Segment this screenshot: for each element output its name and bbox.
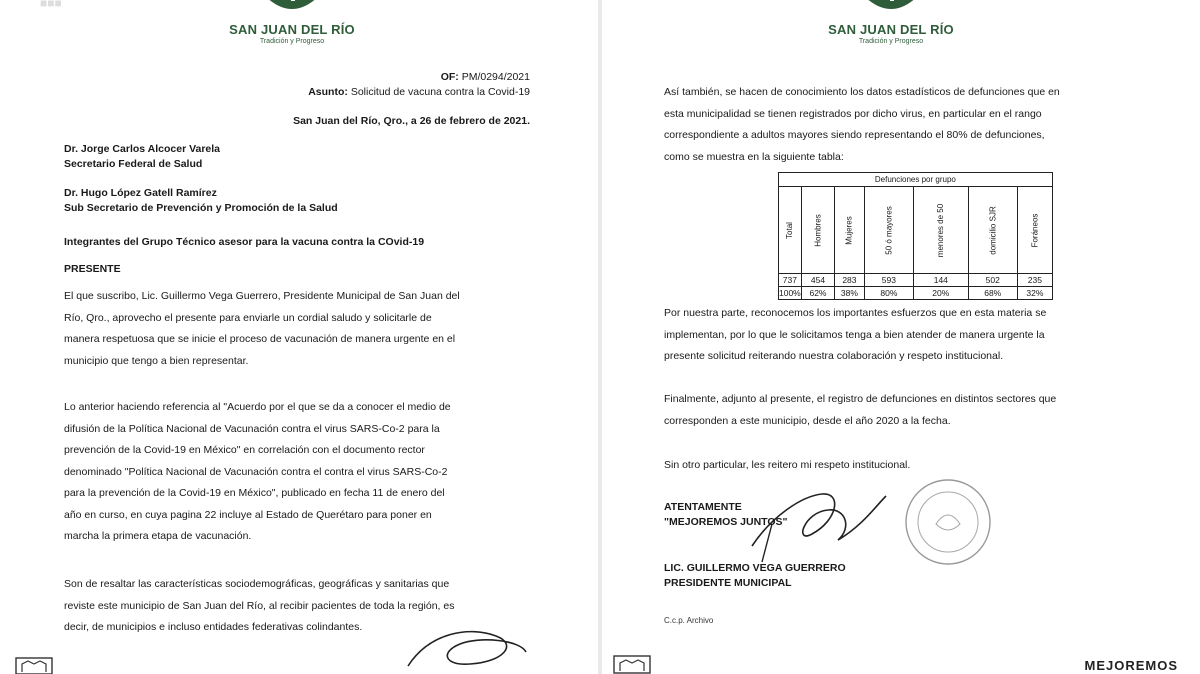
- letter-page-1: [0, 0, 598, 674]
- footer-seal-icon: [14, 656, 54, 674]
- recipient-1: [64, 142, 220, 172]
- header-foraneos: Foráneos: [1017, 187, 1052, 274]
- municipal-logo: [811, 0, 971, 45]
- paragraph-line: como se muestra en la siguiente tabla:: [664, 150, 844, 163]
- footer-brand: MEJOREMOS: [1084, 658, 1178, 673]
- recipient-2-name: Dr. Hugo López Gatell Ramírez: [64, 187, 217, 199]
- logo-tagline: Tradición y Progreso: [858, 38, 924, 45]
- header-mujeres: Mujeres: [835, 187, 864, 274]
- count-cell: 737: [779, 274, 802, 287]
- percent-cell: 20%: [914, 287, 968, 300]
- count-cell: 593: [864, 274, 913, 287]
- paragraph-1: [664, 82, 1130, 168]
- paragraph-2: [64, 397, 528, 548]
- recipient-1-name: Dr. Jorge Carlos Alcocer Varela: [64, 143, 221, 155]
- paragraph-line: corresponden a este municipio, desde el año 2020 a la fecha.: [664, 414, 951, 427]
- header-domicilio-sjr: domicilio SJR: [968, 187, 1017, 274]
- paragraph-line: prevención de la Covid-19 en México" en correlación con el documento rector: [64, 444, 425, 456]
- paragraph-line: Por nuestra parte, reconocemos los importantes esfuerzos que en esta materia se: [664, 307, 1047, 319]
- technical-group: Integrantes del Grupo Técnico asesor para la vacuna contra la COvid-19: [64, 236, 425, 248]
- paragraph-line: manera respetuosa que se inicie el proceso de vacunación de manera urgente en el: [64, 333, 456, 345]
- paragraph-3: [664, 389, 1130, 432]
- count-cell: 454: [801, 274, 834, 287]
- percent-cell: 38%: [835, 287, 864, 300]
- paragraph-line: El que suscribo, Lic. Guillermo Vega Guerrero, Presidente Municipal de San Juan del: [64, 290, 460, 302]
- signer-title: PRESIDENTE MUNICIPAL: [664, 577, 792, 589]
- of-value: PM/0294/2021: [461, 71, 530, 83]
- percent-cell: 80%: [864, 287, 913, 300]
- count-cell: 235: [1017, 274, 1052, 287]
- table-header-row: [779, 187, 1053, 274]
- logo-name: SAN JUAN DEL RÍO: [229, 22, 355, 37]
- percent-cell: 100%: [779, 287, 801, 298]
- paragraph-line: Así también, se hacen de conocimiento los datos estadísticos de defunciones que en: [664, 86, 1060, 98]
- percent-cell: 32%: [1017, 287, 1052, 300]
- table-row: [779, 287, 1053, 300]
- place-date: San Juan del Río, Qro., a 26 de febrero de 2021.: [293, 115, 530, 127]
- header-50-or-older: 50 ó mayores: [864, 187, 913, 274]
- paragraph-line: decir, de municipios e incluso entidades federativas colindantes.: [64, 621, 363, 633]
- percent-cell: 68%: [968, 287, 1017, 300]
- paragraph-line: Sin otro particular, les reitero mi respeto institucional.: [664, 459, 911, 471]
- footer-seal-icon: [612, 654, 652, 674]
- logo-name: SAN JUAN DEL RÍO: [828, 22, 954, 37]
- city-emblem-icon: [261, 0, 323, 18]
- paragraph-line: Lo anterior haciendo referencia al "Acuerdo por el que se da a conocer el medio de: [64, 401, 451, 413]
- paragraph-line: año en curso, en cuya pagina 22 incluye al Estado de Querétaro para poner en: [64, 508, 432, 521]
- asunto-value: Solicitud de vacuna contra la Covid-19: [350, 86, 530, 98]
- paragraph-line: Son de resaltar las características sociodemográficas, geográficas y sanitarias que: [64, 578, 450, 590]
- municipal-logo: [212, 0, 372, 45]
- scan-artifact: ■■■: [40, 0, 62, 10]
- paragraph-line: reviste este municipio de San Juan del Río, al recibir pacientes de toda la región, es: [64, 599, 455, 612]
- paragraph-1: [64, 286, 528, 372]
- header-total: Total: [779, 187, 802, 274]
- ccp-note: C.c.p. Archivo: [664, 616, 714, 625]
- reference-block: [308, 70, 530, 100]
- closing-line: [664, 455, 1130, 477]
- header-hombres: Hombres: [801, 187, 834, 274]
- deaths-table: [778, 172, 1053, 300]
- paragraph-line: denominado "Política Nacional de Vacunación contra el contra el virus SARS-Co-2: [64, 465, 448, 478]
- percent-cell: 62%: [801, 287, 834, 300]
- signer-name: LIC. GUILLERMO VEGA GUERRERO: [664, 562, 846, 574]
- header-under-50: menores de 50: [914, 187, 968, 274]
- table-row: [779, 274, 1053, 287]
- paragraph-line: marcha la primera etapa de vacunación.: [64, 530, 252, 542]
- paragraph-line: presente solicitud reiterando nuestra colaboración y respeto institucional.: [664, 350, 1004, 362]
- logo-tagline: Tradición y Progreso: [259, 38, 325, 45]
- paragraph-line: difusión de la Política Nacional de Vacunación contra el virus SARS-Co-2 para la: [64, 422, 440, 435]
- signoff-block: [664, 500, 788, 530]
- paragraph-line: para la prevención de la Covid-19 en México", publicado en fecha 11 de enero del: [64, 487, 445, 499]
- recipient-2: [64, 186, 338, 216]
- signoff-line-1: ATENTAMENTE: [664, 501, 742, 513]
- recipient-1-role: Secretario Federal de Salud: [64, 158, 203, 170]
- paragraph-2: [664, 303, 1130, 368]
- signature-icon: [400, 622, 530, 674]
- paragraph-line: correspondiente a adultos mayores siendo representando el 80% de defunciones,: [664, 129, 1045, 141]
- presente-heading: PRESENTE: [64, 263, 121, 275]
- signoff-line-2: "MEJOREMOS JUNTOS": [664, 516, 788, 528]
- of-label: OF:: [440, 71, 459, 83]
- official-seal-icon: [902, 476, 994, 568]
- table-title: Defunciones por grupo: [779, 173, 1053, 187]
- paragraph-line: implementan, por lo que le solicitamos tenga a bien atender de manera urgente la: [664, 328, 1045, 341]
- letter-page-2: [602, 0, 1200, 674]
- paragraph-line: Río, Qro., aprovecho el presente para enviarle un cordial saludo y solicitarle de: [64, 311, 432, 324]
- paragraph-line: Finalmente, adjunto al presente, el registro de defunciones en distintos sectores que: [664, 393, 1057, 405]
- count-cell: 144: [914, 274, 968, 287]
- asunto-label: Asunto:: [308, 86, 348, 98]
- count-cell: 502: [968, 274, 1017, 287]
- city-emblem-icon: [860, 0, 922, 18]
- paragraph-line: municipio que tengo a bien representar.: [64, 354, 249, 367]
- recipient-2-role: Sub Secretario de Prevención y Promoción de la Salud: [64, 202, 338, 214]
- paragraph-line: esta municipalidad se tienen registrados por dicho virus, en particular en el rango: [664, 107, 1042, 120]
- signer-block: [664, 561, 846, 591]
- count-cell: 283: [835, 274, 864, 287]
